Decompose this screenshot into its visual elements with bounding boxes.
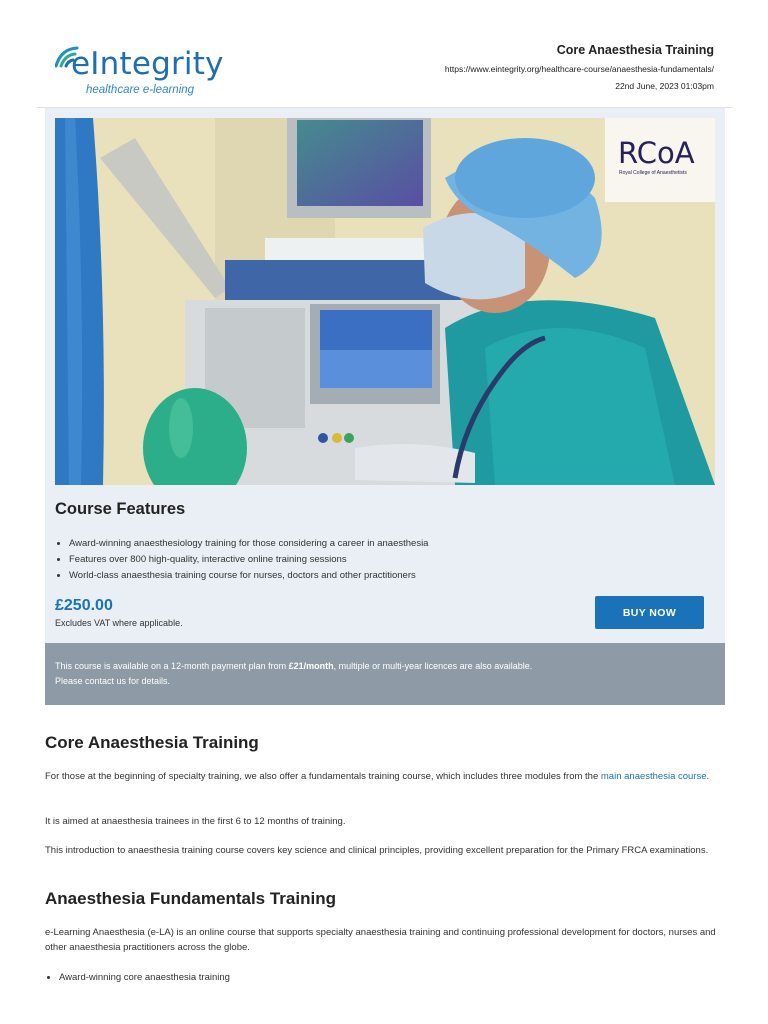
list-item: • Features over 800 high-quality, interactive online training sessions [69, 552, 428, 568]
rcoa-logo-subtext: Royal College of Anaesthetists [619, 170, 687, 176]
core-paragraph-2: It is aimed at anaesthesia trainees in the first 6 to 12 months of training. [45, 816, 346, 827]
header-url[interactable]: https://www.eintegrity.org/healthcare-course/anaesthesia-fundamentals/ [444, 64, 714, 74]
features-list [69, 536, 428, 584]
features-title: Course Features [55, 500, 186, 518]
list-item: • Award-winning anaesthesiology training for those considering a career in anaesthesia [69, 536, 428, 552]
payment-line-1 [55, 659, 715, 674]
core-paragraph-1 [45, 769, 725, 784]
hero-image [55, 118, 715, 485]
payment-plan-band [45, 643, 725, 705]
payment-text: , multiple or multi-year licences are also available. [333, 661, 533, 671]
core-section-title: Core Anaesthesia Training [45, 733, 259, 752]
course-card [45, 108, 725, 643]
fundamentals-list [59, 970, 230, 985]
main-course-link[interactable]: main anaesthesia course [600, 771, 707, 782]
fundamentals-section-title: Anaesthesia Fundamentals Training [45, 889, 336, 908]
header-title: Core Anaesthesia Training [556, 43, 714, 57]
vat-note: Excludes VAT where applicable. [55, 618, 183, 628]
page-header [37, 0, 733, 108]
paragraph-text: For those at the beginning of specialty training, we also offer a fundamentals training course, which includes three modules from the [45, 771, 601, 782]
price: £250.00 [55, 597, 113, 614]
list-item: • Award-winning core anaesthesia training [59, 970, 230, 985]
paragraph-text: . [706, 771, 710, 782]
payment-line-2: Please contact us for details. [55, 675, 171, 686]
logo-wordmark: eIntegrity [71, 46, 224, 82]
fundamentals-paragraph: e-Learning Anaesthesia (e-LA) is an online course that supports specialty anaesthesia training and continuing professional development for doctors, nurses and other anaesthesia practitioners across the globe. [45, 927, 716, 953]
logo-tagline: healthcare e-learning [86, 84, 195, 96]
rcoa-logo-text: RCoA [618, 136, 695, 170]
payment-text: This course is available on a 12-month payment plan from [55, 661, 289, 671]
buy-now-button[interactable]: BUY NOW [595, 596, 704, 629]
rcoa-badge [605, 118, 715, 202]
header-meta [445, 43, 714, 91]
eintegrity-logo[interactable] [55, 44, 225, 100]
header-date: 22nd June, 2023 01:03pm [615, 81, 714, 91]
list-item: • World-class anaesthesia training course for nurses, doctors and other practitioners [69, 568, 428, 584]
core-paragraph-3: This introduction to anaesthesia training course covers key science and clinical principles, providing excellent preparation for the Primary FRCA examinations. [45, 845, 709, 856]
payment-monthly-price: £21/month [288, 661, 334, 671]
